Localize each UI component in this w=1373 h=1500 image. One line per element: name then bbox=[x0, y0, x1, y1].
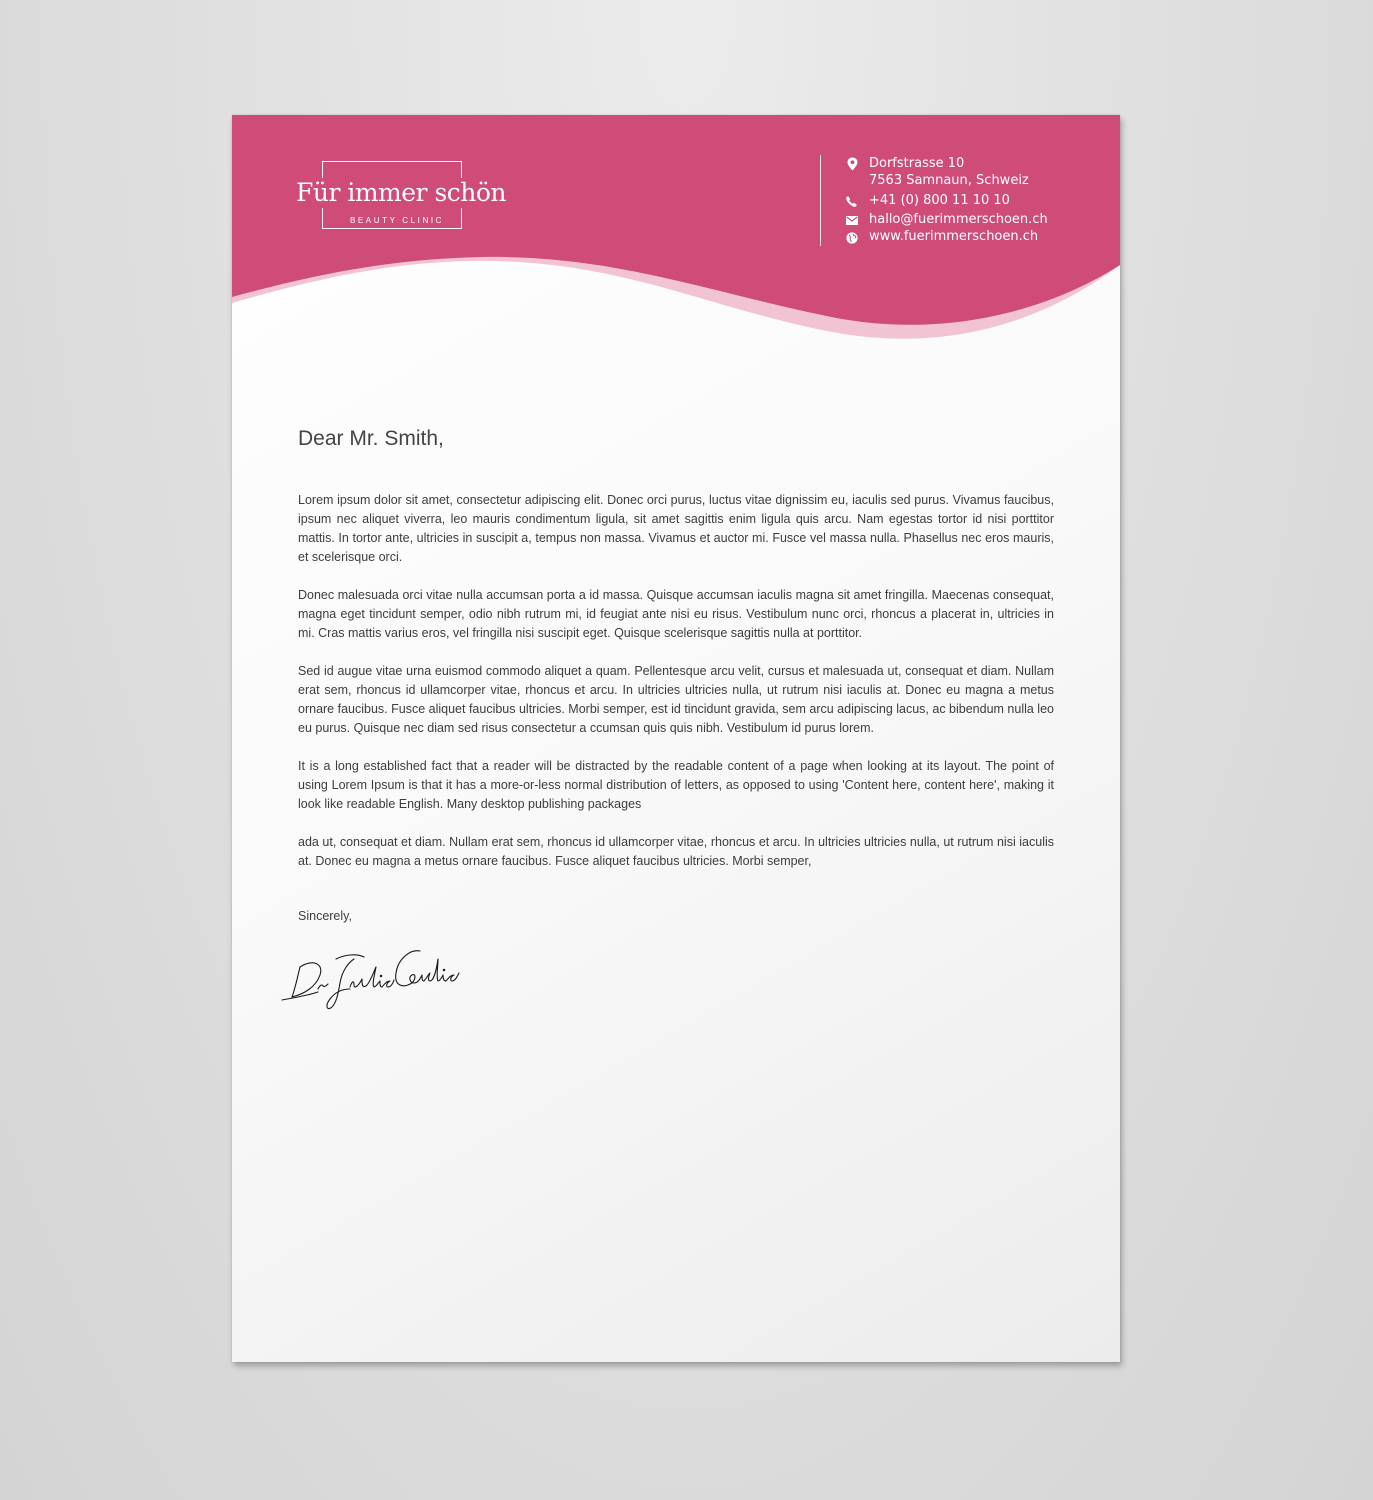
address-line-1: Dorfstrasse 10 bbox=[869, 156, 965, 171]
phone-number: +41 (0) 800 11 10 10 bbox=[869, 193, 1010, 208]
logo-title: Für immer schön bbox=[296, 178, 507, 207]
letter-paragraph-2: Donec malesuada orci vitae nulla accumsan porta a id massa. Quisque accumsan iaculis magna sit amet fringilla. Maecenas consequat, magna eget tincidunt semper, odio nibh rutrum mi, id feugiat ante nisi eu risus. Vestibulum nunc orci, rhoncus a placerat in, ultricies in mi. Cras mattis varius eros, vel fringilla nisi suscipit eget. Quisque scelerisque sagittis nulla at porttitor. bbox=[298, 588, 1054, 640]
letterhead-sheet bbox=[232, 115, 1120, 1362]
globe-icon bbox=[846, 232, 858, 244]
header-divider bbox=[820, 155, 821, 246]
address-line-2: 7563 Samnaun, Schweiz bbox=[869, 173, 1029, 188]
letter-paragraph-1: Lorem ipsum dolor sit amet, consectetur adipiscing elit. Donec orci purus, luctus vitae dignissim eu, iaculis sed purus. Vivamus faucibus, ipsum nec aliquet viverra, leo mauris condimentum ligula, sit amet sagittis enim ligula quis arcu. Nam egestas tortor id nisi porttitor mattis. In tortor ante, ultricies in suscipit a, tempus non massa. Vivamus et auctor mi. Fusce vel massa nulla. Phasellus nec eros mauris, et scelerisque orci. bbox=[298, 493, 1054, 564]
letter-paragraph-3: Sed id augue vitae urna euismod commodo aliquet a quam. Pellentesque arcu velit, cursus et malesuada ut, consequat et diam. Nullam erat sem, rhoncus id ullamcorper vitae, rhoncus et arcu. In ultricies ultricies nulla, ut rutrum nisi iaculis at. Donec eu magna a metus ornare faucibus. Fusce aliquet faucibus ultricies. Morbi semper, est id tincidunt gravida, sem arcu adipiscing lacus, ac bibendum nulla leo eu purus. Quisque nec diam sed risus consectetur a ccumsan quis quis nibh. Vestibulum id purus lorem. bbox=[298, 664, 1054, 735]
letter-salutation: Dear Mr. Smith, bbox=[298, 427, 444, 450]
phone-icon bbox=[846, 196, 857, 207]
email-address: hallo@fuerimmerschoen.ch bbox=[869, 212, 1048, 227]
logo-subtitle: BEAUTY CLINIC bbox=[349, 216, 445, 225]
letter-paragraph-4: It is a long established fact that a reader will be distracted by the readable content of a page when looking at its layout. The point of using Lorem Ipsum is that it has a more-or-less normal distribution of letters, as opposed to using 'Content here, content here', making it look like readable English. Many desktop publishing packages bbox=[298, 759, 1054, 811]
website-url: www.fuerimmerschoen.ch bbox=[869, 229, 1039, 244]
clinic-logo bbox=[296, 161, 507, 231]
location-pin-icon bbox=[846, 157, 859, 171]
letter-paragraph-5: ada ut, consequat et diam. Nullam erat sem, rhoncus id ullamcorper vitae, rhoncus et arcu. In ultricies ultricies nulla, ut rutrum nisi iaculis at. Donec eu magna a metus ornare faucibus. Fusce aliquet faucibus ultricies. Morbi semper, bbox=[298, 835, 1054, 868]
mail-icon bbox=[846, 216, 858, 225]
letter-closing: Sincerely, bbox=[298, 909, 352, 923]
handwritten-signature bbox=[278, 937, 468, 1017]
letter-body bbox=[298, 491, 1054, 890]
